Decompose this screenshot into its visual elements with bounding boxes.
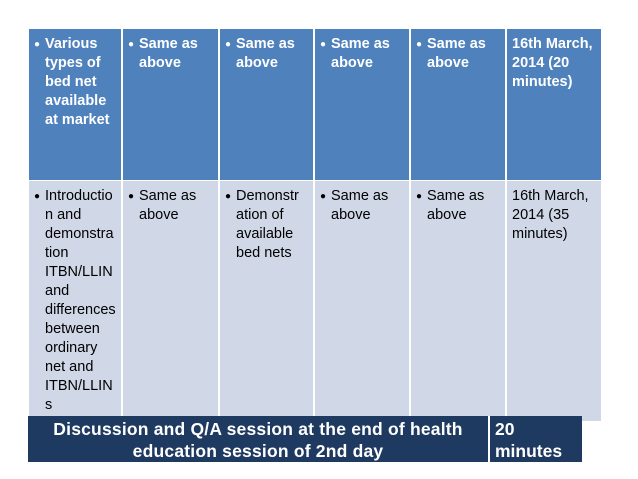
- cell-text: Introductio n and demonstra tion ITBN/LLIN and differences between ordinary net and ITBN/LLIN s: [45, 188, 116, 413]
- bullet-icon: ●: [34, 39, 41, 50]
- table-cell: [315, 181, 411, 421]
- table-cell: [411, 29, 507, 180]
- cell-text: Same as above: [236, 36, 295, 71]
- cell-text: Same as above: [139, 188, 197, 223]
- bullet-icon: ●: [34, 191, 41, 202]
- table-cell: [123, 181, 220, 421]
- cell-text: Same as above: [331, 188, 389, 223]
- table-row: [29, 181, 601, 421]
- table-cell-date: [507, 29, 601, 180]
- cell-text: Same as above: [427, 188, 485, 223]
- table-cell: [220, 181, 315, 421]
- table-cell: [315, 29, 411, 180]
- cell-text: Same as above: [427, 36, 486, 71]
- bullet-icon: ●: [320, 39, 327, 50]
- schedule-table: [28, 28, 602, 423]
- bullet-icon: ●: [225, 191, 232, 202]
- bullet-icon: ●: [320, 191, 327, 202]
- cell-text: Various types of bed net available at market: [45, 36, 110, 128]
- summary-text: Discussion and Q/A session at the end of health education session of 2nd day: [28, 416, 490, 462]
- bullet-icon: ●: [225, 39, 232, 50]
- cell-text: Same as above: [331, 36, 390, 71]
- summary-duration: 20 minutes: [495, 419, 563, 461]
- date-text: 16th March, 2014 (20 minutes): [512, 36, 593, 90]
- table-cell: [29, 29, 123, 180]
- table-cell: [411, 181, 507, 421]
- bullet-icon: ●: [128, 191, 135, 202]
- cell-text: Same as above: [139, 36, 198, 71]
- table-cell: [220, 29, 315, 180]
- table-cell-date: [507, 181, 601, 421]
- date-text: 16th March, 2014 (35 minutes): [512, 188, 589, 242]
- bullet-icon: ●: [128, 39, 135, 50]
- cell-text: Demonstr ation of available bed nets: [236, 188, 299, 261]
- bullet-icon: ●: [416, 191, 423, 202]
- bullet-icon: ●: [416, 39, 423, 50]
- summary-bar: [28, 416, 582, 462]
- table-row: [29, 29, 601, 180]
- table-cell: [123, 29, 220, 180]
- table-cell: [29, 181, 123, 421]
